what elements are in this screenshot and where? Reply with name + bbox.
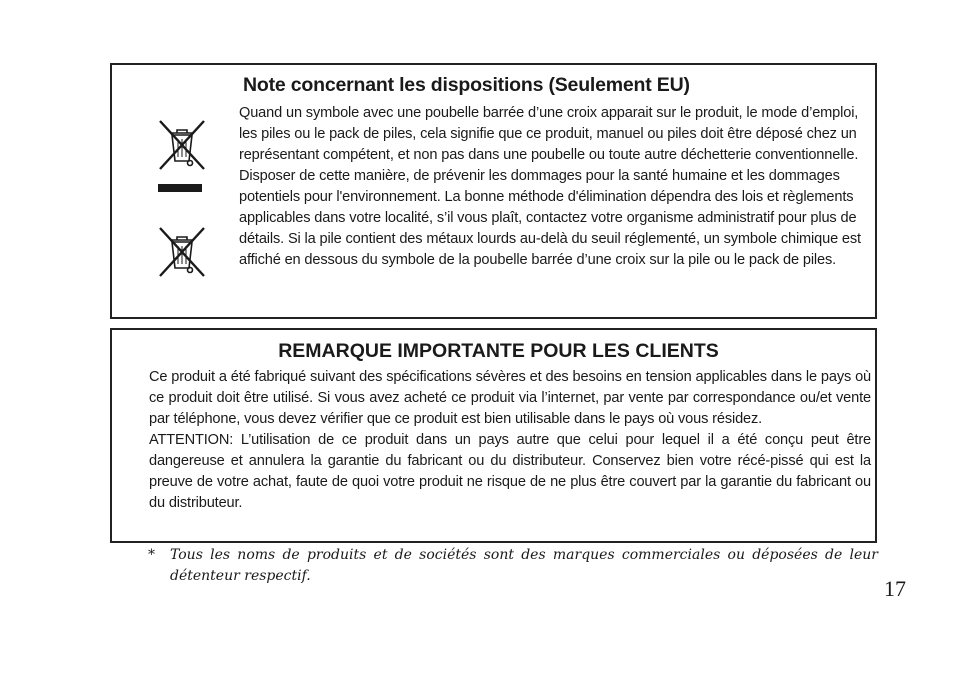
eu-disposal-notice-box <box>110 63 877 319</box>
crossed-out-bin-icon <box>154 224 210 280</box>
customer-notice-body <box>149 367 871 514</box>
eu-notice-title: Note concernant les dispositions (Seulement EU) <box>243 74 690 96</box>
customer-notice-title: REMARQUE IMPORTANTE POUR LES CLIENTS <box>278 340 719 362</box>
footnote-text: Tous les noms de produits et de sociétés sont des marques commerciales ou déposées de leur détenteur respectif. <box>170 547 878 584</box>
crossed-out-bin-icon <box>154 117 210 173</box>
customer-notice-attention: ATTENTION: L’utilisation de ce produit dans un pays autre que celui pour lequel il a été conçu peut être dangereuse et annulera la garantie du fabricant ou du distributeur. Conservez bien votre récé-pissé qui est la preuve de votre achat, faute de quoi votre produit ne risque de ne plus être couvert par la garantie du fabricant ou du distributeur. <box>149 432 871 511</box>
customer-notice-box <box>110 328 877 543</box>
customer-notice-paragraph: Ce produit a été fabriqué suivant des spécifications sévères et des besoins en tension applicables dans le pays où ce produit doit être utilisé. Si vous avez acheté ce produit via l’internet, par vente par correspondance ou/et vente par téléphone, vous devez vérifier que ce produit est bien utilisable dans le pays où vous résidez. <box>149 369 871 427</box>
footnote-marker: * <box>148 547 155 563</box>
eu-notice-body: Quand un symbole avec une poubelle barrée d’une croix apparait sur le produit, le mode d’emploi, les piles ou le pack de piles, cela signifie que ce produit, manuel ou piles doit être déposé chez un représentant compétent, et non pas dans une poubelle ou toute autre déchetterie conventionnelle. Disposer de cette manière, de prévenir les dommages pour la santé humaine et les dommages potentiels pour l'environnement. La bonne méthode d'élimination dépendra des lois et règlements applicables dans votre localité, s’il vous plaît, contactez votre organisme administratif pour plus de détails. Si la pile contient des métaux lourds au-delà du seuil réglementé, un symbole chimique est affiché en dessous du symbole de la poubelle barrée d’une croix sur la pile ou le pack de piles. <box>239 105 861 268</box>
separate-collection-bar <box>158 184 202 192</box>
page-number: 17 <box>884 576 906 601</box>
trademark-footnote <box>148 545 878 587</box>
